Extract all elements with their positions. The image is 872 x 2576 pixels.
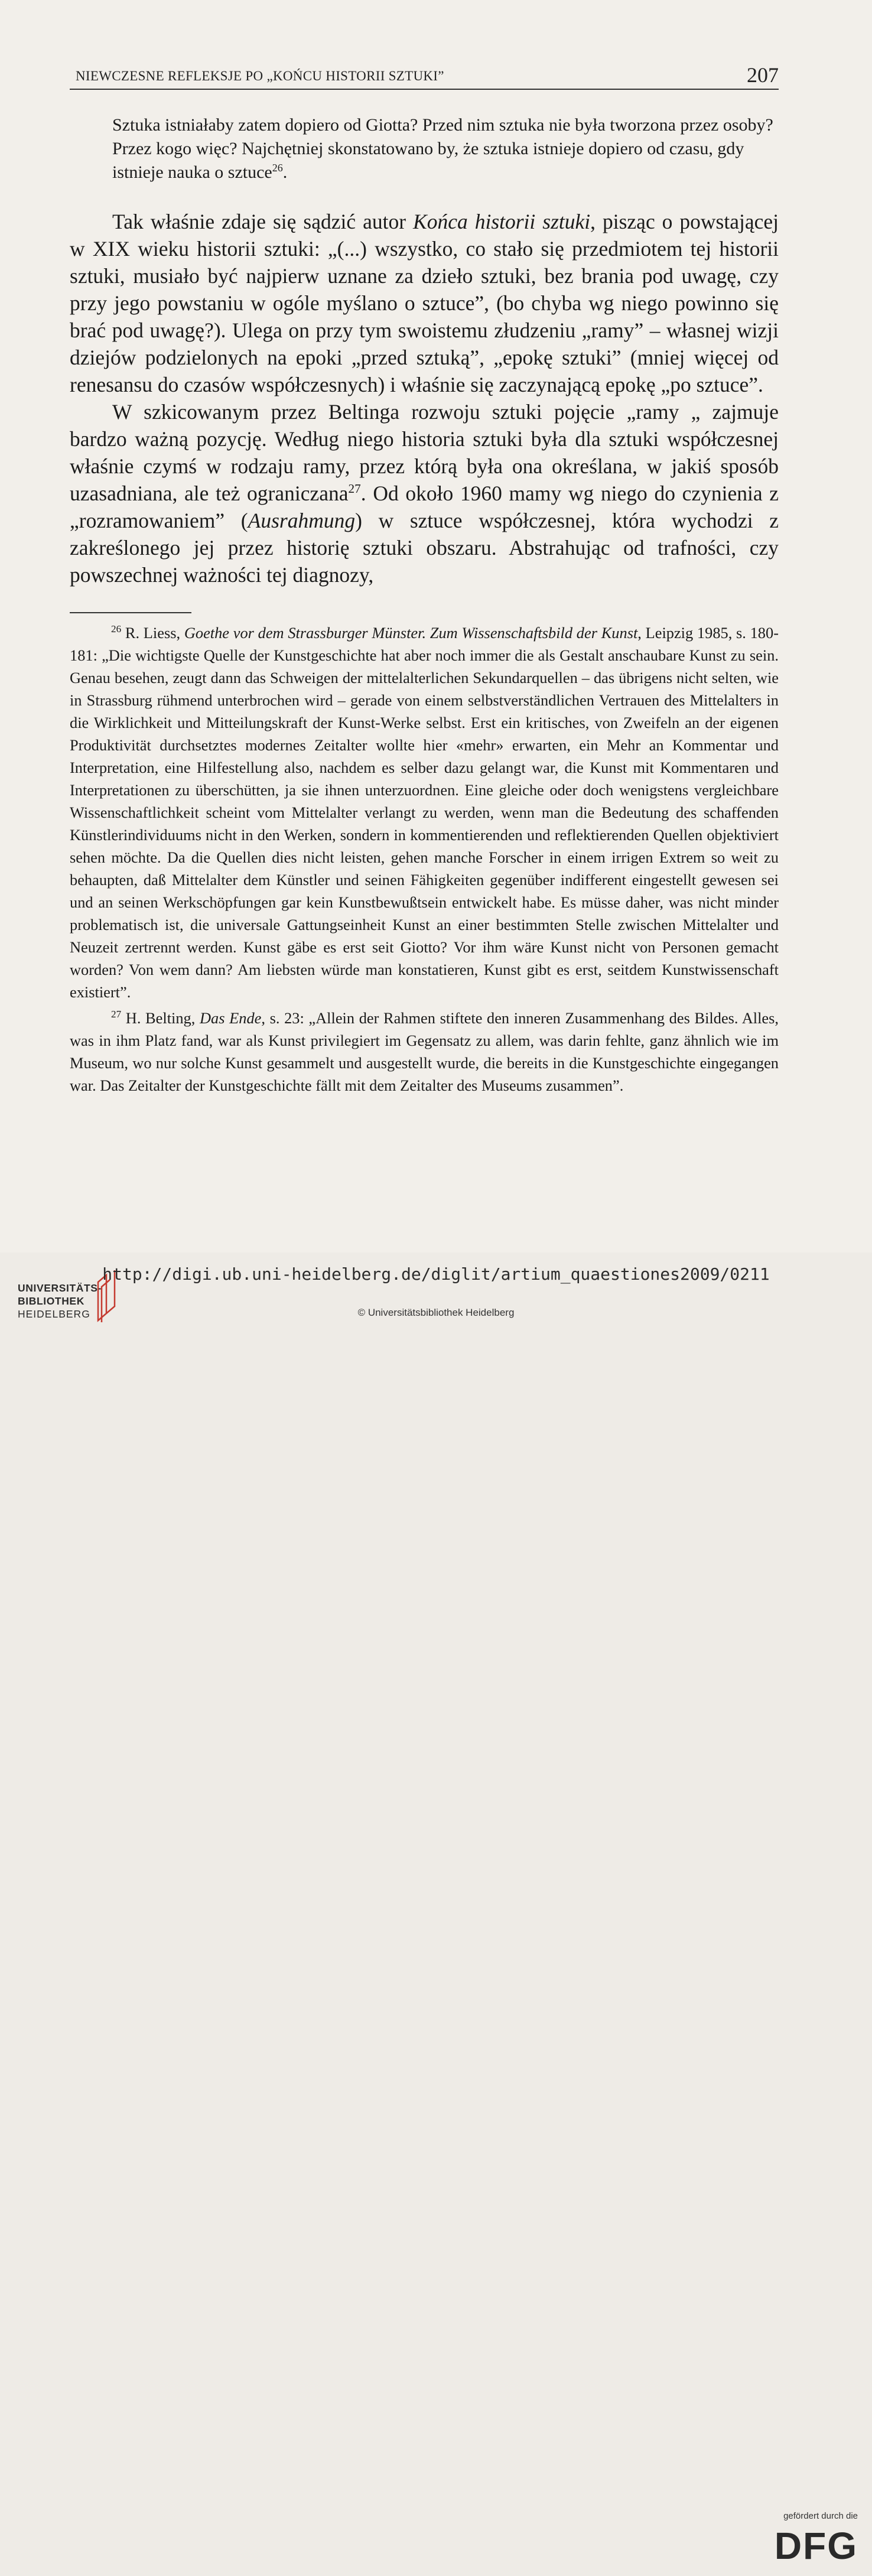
- library-name-line-2: BIBLIOTHEK: [18, 1295, 84, 1307]
- page-header: [70, 59, 779, 90]
- footnote-title-italic: Goethe vor dem Strassburger Münster. Zum Wissenschaftsbild der Kunst: [184, 624, 638, 642]
- paragraph-2-text-a: W szkicowanym przez Beltinga rozwoju sztuki pojęcie „ramy „ zajmuje bardzo ważną pozycję. Według niego historia sztuki była dla sztuki współczesnej właśnie czymś w rodzaju ramy, przez którą była ona określana, w jakiś sposób uzasadniana, ale też ograniczana: [70, 400, 779, 505]
- copyright-notice: © Universitätsbibliothek Heidelberg: [357, 1307, 515, 1318]
- footnote-separator: [70, 612, 191, 613]
- paragraph-1-text-b: , pisząc o powstającej w XIX wieku historii sztuki: „(...) wszystko, co stało się przedmiotem tej historii sztuki, musiało być najpierw uznane za dzieło sztuki, bez brania pod uwagę, czy przy jego powstaniu w ogóle myślano o sztuce”, (bo chyba wg niego powinno się brać pod uwagę?). Ulega on przy tym swoistemu złudzeniu „ramy” – własnej wizji dziejów podzielonych na epoki „przed sztuką”, „epokę sztuki” (mniej więcej od renesansu do czasów współczesnych) i właśnie się zaczynającą epokę „po sztuce”.: [70, 210, 779, 396]
- footnote-text-a: H. Belting,: [121, 1009, 200, 1027]
- footnote-number: 27: [111, 1009, 122, 1020]
- footnote-ref-27[interactable]: 27: [348, 482, 361, 496]
- paragraph-2-text-c: ) w sztuce współczesnej, która wychodzi z zakreślonego jej przez historię sztuki obszaru. Abstrahując od trafności, czy powszechnej ważności tej diagnozy,: [70, 509, 779, 587]
- main-text: [70, 113, 779, 1097]
- book-title-italic: Końca historii sztuki: [413, 210, 591, 233]
- quote-end: .: [282, 162, 288, 182]
- page-number: 207: [747, 63, 779, 87]
- footnote-text-b: , Leipzig 1985, s. 180-181: „Die wichtigste Quelle der Kunstgeschichte hat aber noch immer die als Gestalt anschaubare Kunst zu sein. Genau besehen, zeugt dann das Schweigen der mittelalterlichen Sekundarquellen – das übrigens nicht selten, wie in Strassburg rühmend unterbrochen wird – gerade von einem selbstverständlichen Vertrauen des Mittelalters in die Wirklichkeit und Mitteilungskraft der Kunst-Werke selbst. Erst ein kritisches, von Zweifeln an der eigenen Produktivität durchsetztes modernes Zeitalter wollte hier «mehr» erwarten, ein Mehr an Kommentar und Interpretation, eine Hilfestellung also, nachdem es selber dazu gelangt war, die Kunst mit Kommentaren und Interpretationen zu überschütten, ja sie ihnen unterzuordnen. Eine gleiche oder doch wenigstens vergleichbare Wissenschaftlichkeit scheint vom Mittelalter verlangt zu werden, wenn man die Bedeutung des schaffenden Künstlerindividuums nicht in den Werken, sondern in kommentierenden und reflektierenden Quellen objektiviert sehen möchte. Da die Quellen dies nicht leisten, gehen manche Forscher in einem irrigen Extrem so weit zu behaupten, daß Mittelalter dem Künstler und seinen Fähigkeiten gegenüber indifferent eingestellt gewesen sei und an seinen Werkschöpfungen gar kein Kunstbewußtsein entwickelt habe. Es müsse daher, was nicht minder problematisch ist, die universale Gattungseinheit Kunst an einer bestimmten Stelle zwischen Mittelalter und Neuzeit zertrennt werden. Kunst gäbe es erst seit Giotto? Vor ihm wäre Kunst nicht von Personen gemacht worden? Von wem dann? Am liebsten würde man konstatieren, Kunst gibt es erst, seitdem Kunstwissenschaft existiert”.: [70, 624, 779, 1001]
- footnote-26: [70, 622, 779, 1003]
- quote-text: Sztuka istniałaby zatem dopiero od Giotta? Przed nim sztuka nie była tworzona przez osoby? Przez kogo więc? Najchętniej skonstatowano by, że sztuka istnieje dopiero od czasu, gdy istnieje nauka o sztuce: [112, 115, 773, 182]
- dfg-wordmark: DFG: [774, 2525, 858, 2567]
- footnote-ref-26[interactable]: 26: [272, 162, 283, 174]
- dfg-logo-icon[interactable]: [775, 2511, 858, 2576]
- permalink-url[interactable]: http://digi.ub.uni-heidelberg.de/diglit/artium_quaestiones2009/0211: [102, 1264, 770, 1284]
- paragraph-1: [70, 208, 779, 398]
- footnote-title-italic: Das Ende: [199, 1009, 262, 1027]
- block-quote: [112, 113, 779, 184]
- paragraph-2: [70, 398, 779, 588]
- funded-by-label: gefördert durch die: [783, 2511, 858, 2521]
- scanned-page: [0, 0, 872, 1253]
- footnote-text-a: R. Liess,: [121, 624, 184, 642]
- term-italic: Ausrahmung: [248, 509, 356, 532]
- paragraph-1-text-a: Tak właśnie zdaje się sądzić autor: [112, 210, 414, 233]
- footnote-number: 26: [111, 623, 122, 635]
- library-name-line-1: UNIVERSITÄTS-: [18, 1282, 102, 1294]
- running-title: NIEWCZESNE REFLEKSJE PO „KOŃCU HISTORII SZTUKI”: [76, 69, 444, 83]
- footnote-text-b: , s. 23: „Allein der Rahmen stiftete den inneren Zusammenhang des Bildes. Alles, was in ihm Platz fand, war als Kunst privilegiert im Gegensatz zu allem, was darin fehlte, ganz ähnlich wie im Museum, wo nur solche Kunst gesammelt und ausgestellt wurde, die bereits in die Kunstgeschichte eingegangen war. Das Zeitalter der Kunstgeschichte fällt mit dem Zeitalter des Museums zusammen”.: [70, 1009, 779, 1094]
- footnote-27: [70, 1007, 779, 1097]
- paragraph-2-text-b: . Od około 1960 mamy wg niego do czynienia z „rozramowaniem” (: [70, 482, 779, 532]
- library-name-line-3: HEIDELBERG: [18, 1308, 90, 1320]
